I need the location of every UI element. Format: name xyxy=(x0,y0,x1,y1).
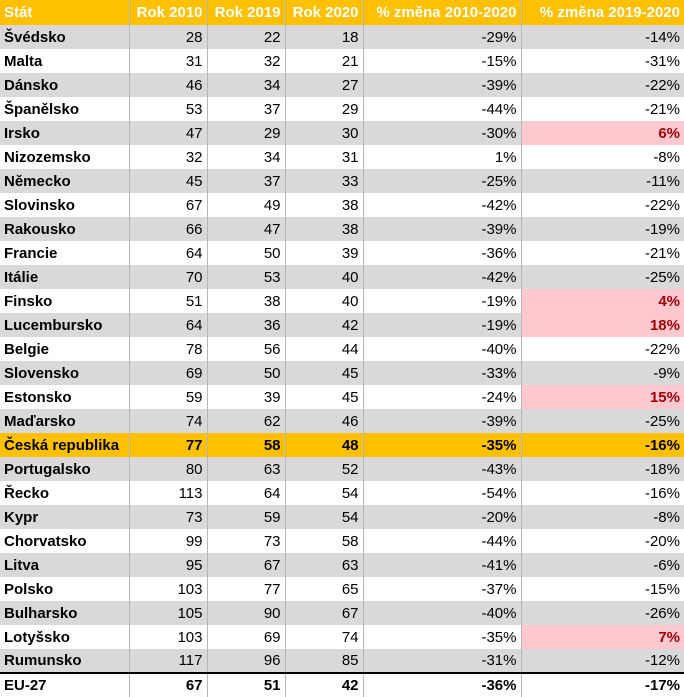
value-2020: 44 xyxy=(285,337,363,361)
value-2010: 64 xyxy=(129,313,207,337)
value-2020: 38 xyxy=(285,193,363,217)
value-2020: 29 xyxy=(285,97,363,121)
change-2010-2020: -29% xyxy=(363,25,521,49)
value-2020: 27 xyxy=(285,73,363,97)
table-row xyxy=(0,49,684,73)
country-name: Finsko xyxy=(0,289,129,313)
country-name: Slovensko xyxy=(0,361,129,385)
change-2010-2020: -33% xyxy=(363,361,521,385)
change-2019-2020: -21% xyxy=(521,241,684,265)
country-name: Dánsko xyxy=(0,73,129,97)
country-name: Polsko xyxy=(0,577,129,601)
table-row xyxy=(0,25,684,49)
change-2010-2020: -54% xyxy=(363,481,521,505)
country-name: Litva xyxy=(0,553,129,577)
change-2019-2020: -20% xyxy=(521,529,684,553)
value-2020: 46 xyxy=(285,409,363,433)
country-name: Belgie xyxy=(0,337,129,361)
change-2019-2020: 6% xyxy=(521,121,684,145)
value-2019: 90 xyxy=(207,601,285,625)
change-2019-2020: -9% xyxy=(521,361,684,385)
value-2020: 42 xyxy=(285,313,363,337)
change-2010-2020: -20% xyxy=(363,505,521,529)
value-2010: 47 xyxy=(129,121,207,145)
value-2019: 37 xyxy=(207,97,285,121)
value-2010: 80 xyxy=(129,457,207,481)
change-2010-2020: -24% xyxy=(363,385,521,409)
value-2019: 36 xyxy=(207,313,285,337)
change-2019-2020: -6% xyxy=(521,553,684,577)
value-2010: 32 xyxy=(129,145,207,169)
total-2010: 67 xyxy=(129,673,207,697)
value-2010: 113 xyxy=(129,481,207,505)
value-2020: 38 xyxy=(285,217,363,241)
table-row xyxy=(0,121,684,145)
header-cell-2019: Rok 2019 xyxy=(207,0,285,25)
table-row xyxy=(0,457,684,481)
header-cell-country: Stát xyxy=(0,0,129,25)
change-2019-2020: 15% xyxy=(521,385,684,409)
country-name: Rakousko xyxy=(0,217,129,241)
value-2010: 69 xyxy=(129,361,207,385)
country-name: Řecko xyxy=(0,481,129,505)
change-2019-2020: 7% xyxy=(521,625,684,649)
value-2019: 56 xyxy=(207,337,285,361)
change-2019-2020: -26% xyxy=(521,601,684,625)
value-2020: 45 xyxy=(285,361,363,385)
change-2010-2020: -44% xyxy=(363,97,521,121)
value-2010: 70 xyxy=(129,265,207,289)
value-2010: 77 xyxy=(129,433,207,457)
value-2019: 39 xyxy=(207,385,285,409)
change-2019-2020: -31% xyxy=(521,49,684,73)
table-row xyxy=(0,289,684,313)
value-2019: 59 xyxy=(207,505,285,529)
change-2010-2020: -39% xyxy=(363,409,521,433)
value-2010: 45 xyxy=(129,169,207,193)
table-row xyxy=(0,361,684,385)
change-2019-2020: -18% xyxy=(521,457,684,481)
value-2019: 96 xyxy=(207,649,285,673)
value-2020: 65 xyxy=(285,577,363,601)
value-2010: 103 xyxy=(129,625,207,649)
value-2020: 54 xyxy=(285,481,363,505)
value-2019: 69 xyxy=(207,625,285,649)
value-2010: 99 xyxy=(129,529,207,553)
value-2010: 31 xyxy=(129,49,207,73)
total-2020: 42 xyxy=(285,673,363,697)
change-2010-2020: -39% xyxy=(363,217,521,241)
change-2019-2020: -25% xyxy=(521,265,684,289)
header-cell-2020: Rok 2020 xyxy=(285,0,363,25)
value-2019: 37 xyxy=(207,169,285,193)
value-2020: 63 xyxy=(285,553,363,577)
country-name: Maďarsko xyxy=(0,409,129,433)
value-2020: 18 xyxy=(285,25,363,49)
country-name: Portugalsko xyxy=(0,457,129,481)
table-row xyxy=(0,601,684,625)
table-row xyxy=(0,169,684,193)
value-2020: 40 xyxy=(285,265,363,289)
change-2019-2020: -22% xyxy=(521,193,684,217)
value-2020: 33 xyxy=(285,169,363,193)
change-2019-2020: -14% xyxy=(521,25,684,49)
total-2019: 51 xyxy=(207,673,285,697)
change-2019-2020: -22% xyxy=(521,337,684,361)
value-2010: 95 xyxy=(129,553,207,577)
value-2019: 38 xyxy=(207,289,285,313)
header-cell-2010: Rok 2010 xyxy=(129,0,207,25)
country-name: Slovinsko xyxy=(0,193,129,217)
table-row xyxy=(0,145,684,169)
change-2010-2020: -36% xyxy=(363,241,521,265)
change-2010-2020: -35% xyxy=(363,433,521,457)
header-cell-change-2019-2020: % změna 2019-2020 xyxy=(521,0,684,25)
country-name: Irsko xyxy=(0,121,129,145)
value-2019: 62 xyxy=(207,409,285,433)
change-2019-2020: -22% xyxy=(521,73,684,97)
value-2010: 53 xyxy=(129,97,207,121)
country-name: Estonsko xyxy=(0,385,129,409)
value-2020: 45 xyxy=(285,385,363,409)
change-2019-2020: -12% xyxy=(521,649,684,673)
change-2010-2020: -19% xyxy=(363,313,521,337)
value-2020: 39 xyxy=(285,241,363,265)
header-row xyxy=(0,0,684,25)
table-row xyxy=(0,313,684,337)
table-row xyxy=(0,193,684,217)
table-row xyxy=(0,529,684,553)
value-2010: 59 xyxy=(129,385,207,409)
value-2010: 66 xyxy=(129,217,207,241)
value-2019: 64 xyxy=(207,481,285,505)
country-name: Lotyšsko xyxy=(0,625,129,649)
country-name: Kypr xyxy=(0,505,129,529)
value-2019: 49 xyxy=(207,193,285,217)
change-2010-2020: -40% xyxy=(363,601,521,625)
value-2020: 54 xyxy=(285,505,363,529)
country-name: Itálie xyxy=(0,265,129,289)
value-2019: 34 xyxy=(207,73,285,97)
change-2019-2020: -8% xyxy=(521,145,684,169)
change-2010-2020: -40% xyxy=(363,337,521,361)
value-2019: 50 xyxy=(207,241,285,265)
value-2019: 50 xyxy=(207,361,285,385)
table-row xyxy=(0,625,684,649)
value-2010: 78 xyxy=(129,337,207,361)
country-name: Švédsko xyxy=(0,25,129,49)
change-2019-2020: 18% xyxy=(521,313,684,337)
value-2019: 29 xyxy=(207,121,285,145)
value-2020: 74 xyxy=(285,625,363,649)
value-2010: 28 xyxy=(129,25,207,49)
header-cell-change-2010-2020: % změna 2010-2020 xyxy=(363,0,521,25)
change-2010-2020: -37% xyxy=(363,577,521,601)
change-2010-2020: 1% xyxy=(363,145,521,169)
value-2019: 34 xyxy=(207,145,285,169)
value-2020: 21 xyxy=(285,49,363,73)
table-row xyxy=(0,481,684,505)
value-2019: 53 xyxy=(207,265,285,289)
value-2020: 58 xyxy=(285,529,363,553)
change-2019-2020: -15% xyxy=(521,577,684,601)
total-row xyxy=(0,673,684,697)
value-2019: 47 xyxy=(207,217,285,241)
table-row xyxy=(0,241,684,265)
change-2010-2020: -19% xyxy=(363,289,521,313)
change-2010-2020: -42% xyxy=(363,265,521,289)
change-2019-2020: -16% xyxy=(521,433,684,457)
value-2010: 51 xyxy=(129,289,207,313)
value-2010: 64 xyxy=(129,241,207,265)
change-2019-2020: -19% xyxy=(521,217,684,241)
value-2019: 32 xyxy=(207,49,285,73)
value-2010: 67 xyxy=(129,193,207,217)
value-2010: 117 xyxy=(129,649,207,673)
table-row xyxy=(0,217,684,241)
value-2019: 67 xyxy=(207,553,285,577)
value-2020: 85 xyxy=(285,649,363,673)
value-2019: 58 xyxy=(207,433,285,457)
country-name: Chorvatsko xyxy=(0,529,129,553)
value-2020: 52 xyxy=(285,457,363,481)
value-2010: 105 xyxy=(129,601,207,625)
table-row xyxy=(0,265,684,289)
table-row xyxy=(0,577,684,601)
value-2019: 22 xyxy=(207,25,285,49)
value-2019: 77 xyxy=(207,577,285,601)
country-name: Lucembursko xyxy=(0,313,129,337)
change-2010-2020: -31% xyxy=(363,649,521,673)
change-2019-2020: 4% xyxy=(521,289,684,313)
value-2020: 67 xyxy=(285,601,363,625)
country-name: Malta xyxy=(0,49,129,73)
total-change-2010-2020: -36% xyxy=(363,673,521,697)
country-name: Rumunsko xyxy=(0,649,129,673)
value-2019: 63 xyxy=(207,457,285,481)
change-2019-2020: -11% xyxy=(521,169,684,193)
change-2010-2020: -30% xyxy=(363,121,521,145)
table-row xyxy=(0,409,684,433)
change-2010-2020: -42% xyxy=(363,193,521,217)
value-2019: 73 xyxy=(207,529,285,553)
value-2020: 30 xyxy=(285,121,363,145)
table-row xyxy=(0,649,684,673)
change-2010-2020: -35% xyxy=(363,625,521,649)
country-name: Francie xyxy=(0,241,129,265)
value-2010: 73 xyxy=(129,505,207,529)
change-2010-2020: -39% xyxy=(363,73,521,97)
table-row xyxy=(0,553,684,577)
total-change-2019-2020: -17% xyxy=(521,673,684,697)
table-row xyxy=(0,505,684,529)
value-2020: 48 xyxy=(285,433,363,457)
change-2019-2020: -25% xyxy=(521,409,684,433)
change-2019-2020: -16% xyxy=(521,481,684,505)
change-2010-2020: -43% xyxy=(363,457,521,481)
table-row xyxy=(0,73,684,97)
change-2019-2020: -8% xyxy=(521,505,684,529)
country-name: Nizozemsko xyxy=(0,145,129,169)
change-2010-2020: -44% xyxy=(363,529,521,553)
value-2010: 103 xyxy=(129,577,207,601)
value-2010: 74 xyxy=(129,409,207,433)
country-name: Česká republika xyxy=(0,433,129,457)
value-2020: 40 xyxy=(285,289,363,313)
change-2019-2020: -21% xyxy=(521,97,684,121)
change-2010-2020: -15% xyxy=(363,49,521,73)
total-name: EU-27 xyxy=(0,673,129,697)
change-2010-2020: -25% xyxy=(363,169,521,193)
table-row xyxy=(0,337,684,361)
table-row xyxy=(0,97,684,121)
country-name: Španělsko xyxy=(0,97,129,121)
value-2020: 31 xyxy=(285,145,363,169)
value-2010: 46 xyxy=(129,73,207,97)
table-row xyxy=(0,433,684,457)
country-name: Bulharsko xyxy=(0,601,129,625)
table-row xyxy=(0,385,684,409)
country-name: Německo xyxy=(0,169,129,193)
change-2010-2020: -41% xyxy=(363,553,521,577)
